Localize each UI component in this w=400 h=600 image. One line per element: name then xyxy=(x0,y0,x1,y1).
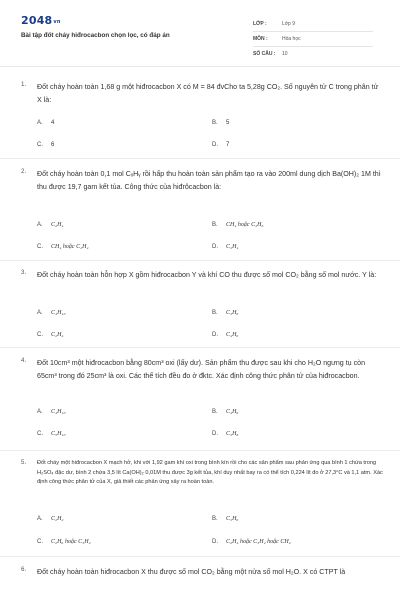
option-letter: A. xyxy=(37,409,43,415)
option-letter: A. xyxy=(37,120,43,126)
option-c[interactable] xyxy=(37,332,64,338)
option-letter: A. xyxy=(37,310,43,316)
option-letter: D. xyxy=(212,539,218,545)
question-text: Đốt cháy hoàn toàn hiđrocacbon X thu được số mol CO₂ bằng một nửa số mol H₂O. X có CTPT là xyxy=(37,568,346,576)
question-text: Đốt cháy hoàn toàn 1,68 g một hiđrocacbon X có M = 84 đvCho ta 5,28g CO₂. Số nguyên tử C trong phân tử X là: xyxy=(37,83,379,104)
question-divider xyxy=(0,556,400,557)
option-b[interactable] xyxy=(212,120,229,126)
option-letter: B. xyxy=(212,310,218,316)
option-text: CH₄ hoặc C₂H₄ xyxy=(51,244,89,250)
option-text: C₂H₂ xyxy=(51,516,64,522)
option-b[interactable] xyxy=(212,409,239,415)
option-letter: D. xyxy=(212,142,218,148)
option-letter: D. xyxy=(212,244,218,250)
option-letter: C. xyxy=(37,142,43,148)
option-letter: A. xyxy=(37,516,43,522)
option-text: C₅H₁₀ xyxy=(51,431,66,437)
option-c[interactable] xyxy=(37,244,89,250)
option-text: C₄H₆ xyxy=(226,409,239,415)
option-text: C₄H₆ xyxy=(226,332,239,338)
option-text: 6 xyxy=(51,142,55,148)
option-letter: D. xyxy=(212,332,218,338)
header-divider xyxy=(0,66,400,67)
question-number: 2. xyxy=(21,168,27,175)
option-letter: B. xyxy=(212,120,218,126)
option-text: C₃H₆ xyxy=(226,516,239,522)
option-d[interactable] xyxy=(212,244,239,250)
option-c[interactable] xyxy=(37,539,91,545)
option-text: C₂H₄ xyxy=(51,222,64,228)
option-a[interactable] xyxy=(37,222,64,228)
option-text: C₃H₈ xyxy=(226,431,239,437)
meta-value: Lớp 9 xyxy=(282,21,296,27)
question-number: 1. xyxy=(21,81,27,88)
question-divider xyxy=(0,347,400,348)
option-a[interactable] xyxy=(37,310,66,316)
question-divider xyxy=(0,158,400,159)
option-text: 4 xyxy=(51,120,55,126)
question-number: 3. xyxy=(21,269,27,276)
option-text: C₄H₁₀ xyxy=(51,310,66,316)
meta-row-count xyxy=(253,47,373,61)
option-c[interactable] xyxy=(37,142,54,148)
question-number: 4. xyxy=(21,357,27,364)
option-letter: C. xyxy=(37,431,43,437)
logo-suffix: vn xyxy=(53,19,61,25)
option-text: C₂H₄ hoặc C₃H₂ hoặc CH₄ xyxy=(226,539,291,545)
option-letter: D. xyxy=(212,431,218,437)
option-text: C₂H₄ xyxy=(226,244,239,250)
question-text: Đốt 10cm³ một hiđrocacbon bằng 80cm³ oxi (lấy dư). Sản phẩm thu được sau khi cho H₂O ngưng tụ còn 65cm³ trong đó 25cm³ là oxi. Các thể tích đều đo ở đktc. Xác định công thức phân tử của hiđrocacbon. xyxy=(37,359,366,380)
option-b[interactable] xyxy=(212,310,239,316)
question-divider xyxy=(0,450,400,451)
option-a[interactable] xyxy=(37,516,64,522)
option-letter: C. xyxy=(37,332,43,338)
question-text: Đốt cháy hoàn toàn hỗn hợp X gồm hiđrocacbon Y và khí CO thu được số mol CO₂ bằng số mol nước. Y là: xyxy=(37,271,377,279)
option-a[interactable] xyxy=(37,409,66,415)
document-title: Bài tập đốt cháy hiđrocacbon chọn lọc, có đáp án xyxy=(21,32,170,39)
question-number: 5. xyxy=(21,459,27,466)
option-letter: B. xyxy=(212,222,218,228)
option-letter: B. xyxy=(212,516,218,522)
meta-value: Hóa học xyxy=(282,36,301,42)
option-c[interactable] xyxy=(37,431,66,437)
question-text: Đốt cháy hoàn toàn 0,1 mol CₓHᵧ rồi hấp thu hoàn toàn sản phẩm tạo ra vào 200ml dung dịch Ba(OH)₂ 1M thì thu được 19,7 gam kết tủa. Công thức của hiđrôcacbon là: xyxy=(37,170,381,191)
site-logo[interactable] xyxy=(21,14,61,27)
option-d[interactable] xyxy=(212,539,291,545)
option-text: C₃H₆ xyxy=(226,310,239,316)
question-text: Đốt cháy một hiđrocacbon X mạch hở, khi với 1,92 gam khí oxi trong bình kín rồi cho các sản phẩm sau phản ứng qua bình 1 chứa trong H₂SO₄ đặc dư, bình 2 chứa 3,5 lít Ca(OH)₂ 0,01M thu được 3g kết tủa, khí duy nhất bay ra có thể tích 0,224 lít đo ở 27,3°C và 1,1 atm. Xác định công thức phân tử của X, giả thiết các phản ứng xảy ra hoàn toàn. xyxy=(37,460,383,486)
question-number: 6. xyxy=(21,566,27,573)
meta-key: SỐ CÂU : xyxy=(253,51,276,57)
option-letter: C. xyxy=(37,244,43,250)
logo-text: 2048 xyxy=(21,14,53,27)
option-letter: C. xyxy=(37,539,43,545)
option-text: C₄H₁₀ xyxy=(51,409,66,415)
option-d[interactable] xyxy=(212,332,239,338)
meta-row-class xyxy=(253,17,373,32)
option-a[interactable] xyxy=(37,120,54,126)
meta-row-subject xyxy=(253,32,373,47)
meta-key: MÔN : xyxy=(253,36,268,42)
option-letter: A. xyxy=(37,222,43,228)
option-d[interactable] xyxy=(212,431,239,437)
option-b[interactable] xyxy=(212,222,264,228)
meta-value: 10 xyxy=(282,51,288,57)
option-letter: B. xyxy=(212,409,218,415)
option-text: CH₄ hoặc C₂H₆ xyxy=(226,222,264,228)
option-d[interactable] xyxy=(212,142,229,148)
document-meta xyxy=(253,17,373,61)
question-divider xyxy=(0,260,400,261)
option-text: 7 xyxy=(226,142,230,148)
option-text: C₂H₆ hoặc C₃H₂ xyxy=(51,539,91,545)
option-text: 5 xyxy=(226,120,230,126)
meta-key: LỚP : xyxy=(253,21,267,27)
option-b[interactable] xyxy=(212,516,239,522)
option-text: C₂H₄ xyxy=(51,332,64,338)
